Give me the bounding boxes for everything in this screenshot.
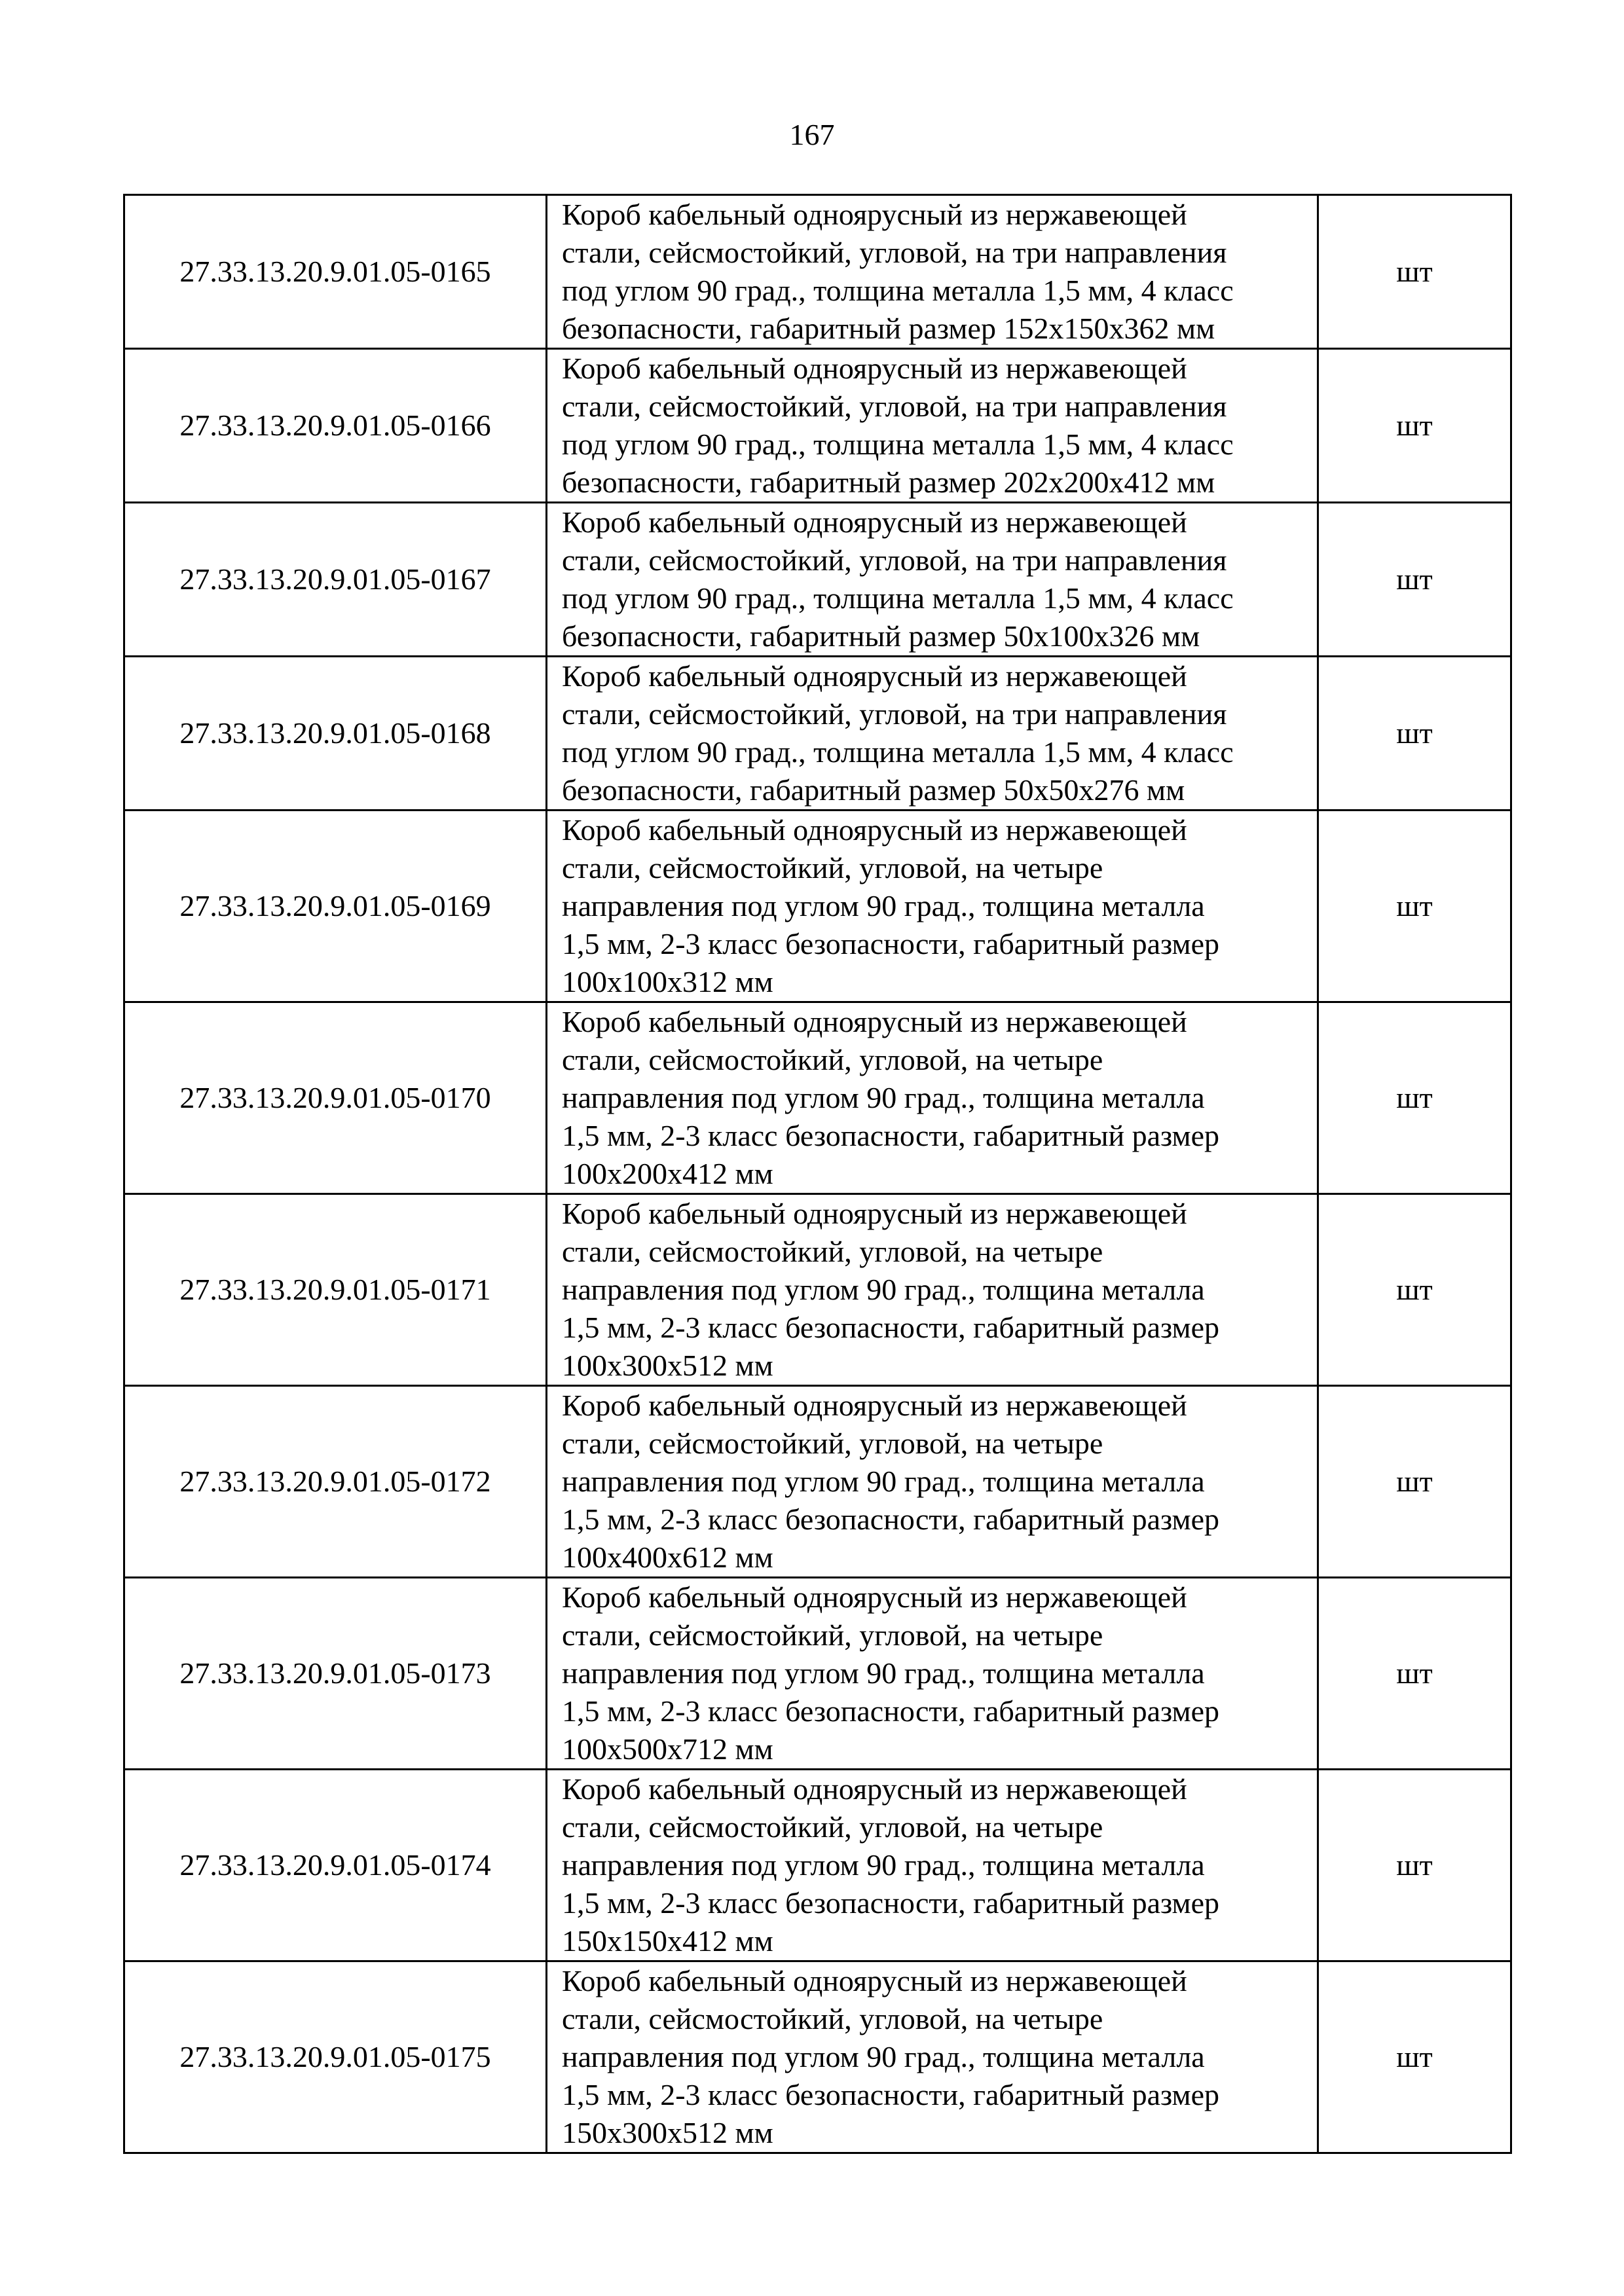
item-code: 27.33.13.20.9.01.05-0174 (124, 1770, 547, 1961)
item-unit: шт (1318, 657, 1511, 811)
description-line: стали, сейсмостойкий, угловой, на четыре (562, 2002, 1103, 2035)
item-description (547, 195, 1318, 349)
description-line: 1,5 мм, 2-3 класс безопасности, габаритный размер (562, 1694, 1220, 1728)
description-line: Короб кабельный одноярусный из нержавеющей (562, 1772, 1187, 1806)
table-row (124, 1961, 1511, 2153)
item-code: 27.33.13.20.9.01.05-0169 (124, 811, 547, 1002)
description-line: под углом 90 град., толщина металла 1,5 мм, 4 класс (562, 274, 1234, 307)
catalog-table (123, 194, 1512, 2154)
item-code: 27.33.13.20.9.01.05-0172 (124, 1386, 547, 1578)
description-line: безопасности, габаритный размер 152x150x362 мм (562, 312, 1215, 345)
description-line: 100x300x512 мм (562, 1349, 773, 1382)
description-line: 1,5 мм, 2-3 класс безопасности, габаритный размер (562, 927, 1220, 960)
item-description (547, 1386, 1318, 1578)
description-line: стали, сейсмостойкий, угловой, на четыре (562, 1618, 1103, 1652)
table-row (124, 1770, 1511, 1961)
item-description (547, 1194, 1318, 1386)
description-line: направления под углом 90 град., толщина металла (562, 889, 1205, 922)
description-line: 1,5 мм, 2-3 класс безопасности, габаритный размер (562, 1503, 1220, 1536)
item-description (547, 811, 1318, 1002)
item-description (547, 1002, 1318, 1194)
item-code: 27.33.13.20.9.01.05-0170 (124, 1002, 547, 1194)
table-row (124, 1194, 1511, 1386)
item-description (547, 1961, 1318, 2153)
description-line: Короб кабельный одноярусный из нержавеющей (562, 1964, 1187, 1997)
description-line: 1,5 мм, 2-3 класс безопасности, габаритный размер (562, 2078, 1220, 2111)
item-unit: шт (1318, 1578, 1511, 1770)
description-line: стали, сейсмостойкий, угловой, на четыре (562, 1043, 1103, 1076)
description-line: 100x400x612 мм (562, 1540, 773, 1574)
item-unit: шт (1318, 811, 1511, 1002)
table-row (124, 349, 1511, 503)
item-description (547, 657, 1318, 811)
item-unit: шт (1318, 1961, 1511, 2153)
description-line: 1,5 мм, 2-3 класс безопасности, габаритный размер (562, 1311, 1220, 1344)
description-line: Короб кабельный одноярусный из нержавеющей (562, 1005, 1187, 1038)
description-line: 150x150x412 мм (562, 1924, 773, 1958)
description-line: под углом 90 град., толщина металла 1,5 мм, 4 класс (562, 581, 1234, 615)
description-line: 100x200x412 мм (562, 1157, 773, 1190)
description-line: безопасности, габаритный размер 202x200x412 мм (562, 465, 1215, 499)
item-description (547, 503, 1318, 657)
description-line: под углом 90 град., толщина металла 1,5 мм, 4 класс (562, 428, 1234, 461)
description-line: Короб кабельный одноярусный из нержавеющей (562, 813, 1187, 847)
item-unit: шт (1318, 1770, 1511, 1961)
item-unit: шт (1318, 195, 1511, 349)
item-code: 27.33.13.20.9.01.05-0173 (124, 1578, 547, 1770)
description-line: направления под углом 90 град., толщина металла (562, 2040, 1205, 2073)
catalog-table-body (124, 195, 1511, 2153)
table-row (124, 657, 1511, 811)
description-line: Короб кабельный одноярусный из нержавеющей (562, 1580, 1187, 1614)
item-description (547, 349, 1318, 503)
description-line: стали, сейсмостойкий, угловой, на три направления (562, 390, 1227, 423)
description-line: 150x300x512 мм (562, 2116, 773, 2149)
table-row (124, 503, 1511, 657)
item-unit: шт (1318, 1194, 1511, 1386)
description-line: 100x100x312 мм (562, 965, 773, 998)
description-line: направления под углом 90 град., толщина металла (562, 1465, 1205, 1498)
item-code: 27.33.13.20.9.01.05-0168 (124, 657, 547, 811)
table-row (124, 195, 1511, 349)
description-line: безопасности, габаритный размер 50x100x326 мм (562, 619, 1200, 653)
description-line: стали, сейсмостойкий, угловой, на четыре (562, 851, 1103, 884)
description-line: Короб кабельный одноярусный из нержавеющей (562, 198, 1187, 231)
description-line: стали, сейсмостойкий, угловой, на четыре (562, 1427, 1103, 1460)
description-line: стали, сейсмостойкий, угловой, на три направления (562, 543, 1227, 577)
table-row (124, 1386, 1511, 1578)
item-code: 27.33.13.20.9.01.05-0175 (124, 1961, 547, 2153)
table-row (124, 811, 1511, 1002)
item-unit: шт (1318, 1002, 1511, 1194)
description-line: стали, сейсмостойкий, угловой, на три направления (562, 697, 1227, 731)
item-unit: шт (1318, 503, 1511, 657)
description-line: Короб кабельный одноярусный из нержавеющей (562, 1197, 1187, 1230)
description-line: направления под углом 90 град., толщина металла (562, 1848, 1205, 1882)
item-description (547, 1770, 1318, 1961)
item-code: 27.33.13.20.9.01.05-0165 (124, 195, 547, 349)
description-line: под углом 90 град., толщина металла 1,5 мм, 4 класс (562, 735, 1234, 769)
page-number: 167 (789, 118, 835, 151)
description-line: 1,5 мм, 2-3 класс безопасности, габаритный размер (562, 1886, 1220, 1920)
description-line: направления под углом 90 град., толщина металла (562, 1081, 1205, 1114)
description-line: Короб кабельный одноярусный из нержавеющей (562, 1389, 1187, 1422)
description-line: направления под углом 90 град., толщина металла (562, 1273, 1205, 1306)
description-line: направления под углом 90 град., толщина металла (562, 1656, 1205, 1690)
description-line: Короб кабельный одноярусный из нержавеющей (562, 659, 1187, 693)
description-line: Короб кабельный одноярусный из нержавеющей (562, 505, 1187, 539)
description-line: Короб кабельный одноярусный из нержавеющей (562, 352, 1187, 385)
item-code: 27.33.13.20.9.01.05-0167 (124, 503, 547, 657)
description-line: 1,5 мм, 2-3 класс безопасности, габаритный размер (562, 1119, 1220, 1152)
item-unit: шт (1318, 1386, 1511, 1578)
item-code: 27.33.13.20.9.01.05-0166 (124, 349, 547, 503)
item-unit: шт (1318, 349, 1511, 503)
table-row (124, 1578, 1511, 1770)
item-code: 27.33.13.20.9.01.05-0171 (124, 1194, 547, 1386)
description-line: стали, сейсмостойкий, угловой, на четыре (562, 1235, 1103, 1268)
description-line: 100x500x712 мм (562, 1732, 773, 1766)
table-row (124, 1002, 1511, 1194)
description-line: безопасности, габаритный размер 50x50x276 мм (562, 773, 1185, 807)
description-line: стали, сейсмостойкий, угловой, на три направления (562, 236, 1227, 269)
item-description (547, 1578, 1318, 1770)
description-line: стали, сейсмостойкий, угловой, на четыре (562, 1810, 1103, 1844)
